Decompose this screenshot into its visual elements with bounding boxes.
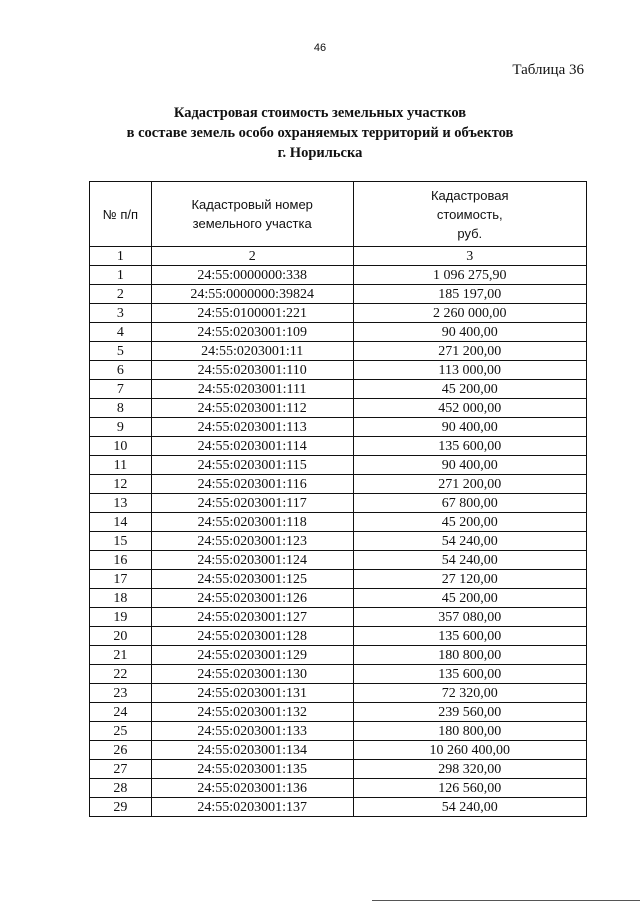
table-row — [90, 361, 587, 380]
table-label: Таблица 36 — [512, 62, 584, 78]
cadastral-value: 10 260 400,00 — [353, 741, 586, 760]
table-row — [90, 418, 587, 437]
cadastral-number: 24:55:0203001:128 — [151, 627, 353, 646]
row-number: 25 — [90, 722, 152, 741]
cadastral-number: 24:55:0203001:127 — [151, 608, 353, 627]
cadastral-value: 113 000,00 — [353, 361, 586, 380]
cadastral-value: 54 240,00 — [353, 798, 586, 817]
cadastral-number: 24:55:0203001:126 — [151, 589, 353, 608]
table-row — [90, 513, 587, 532]
table-row — [90, 285, 587, 304]
cadastral-value: 452 000,00 — [353, 399, 586, 418]
cadastral-number: 24:55:0203001:137 — [151, 798, 353, 817]
table-row — [90, 798, 587, 817]
bottom-edge-line — [372, 900, 640, 901]
header-row — [90, 182, 587, 247]
cadastral-value: 90 400,00 — [353, 323, 586, 342]
table-row — [90, 722, 587, 741]
table-row — [90, 608, 587, 627]
cadastral-value: 271 200,00 — [353, 342, 586, 361]
table-row — [90, 380, 587, 399]
cadastral-number: 24:55:0203001:117 — [151, 494, 353, 513]
cadastral-value: 67 800,00 — [353, 494, 586, 513]
header-cadastral-value — [353, 182, 586, 247]
cadastral-value: 45 200,00 — [353, 380, 586, 399]
row-number: 7 — [90, 380, 152, 399]
header-number-label: № п/п — [102, 206, 139, 222]
cadastral-number: 24:55:0203001:109 — [151, 323, 353, 342]
cadastral-value: 271 200,00 — [353, 475, 586, 494]
table-row — [90, 684, 587, 703]
column-number-1: 1 — [90, 247, 152, 266]
cadastral-number: 24:55:0203001:135 — [151, 760, 353, 779]
cadastral-value: 72 320,00 — [353, 684, 586, 703]
header-value-line3: руб. — [457, 225, 483, 241]
cadastral-number: 24:55:0203001:133 — [151, 722, 353, 741]
table-row — [90, 342, 587, 361]
cadastral-number: 24:55:0203001:124 — [151, 551, 353, 570]
row-number: 4 — [90, 323, 152, 342]
row-number: 12 — [90, 475, 152, 494]
cadastral-number: 24:55:0203001:131 — [151, 684, 353, 703]
cadastral-number: 24:55:0203001:134 — [151, 741, 353, 760]
cadastral-value: 90 400,00 — [353, 456, 586, 475]
table-row — [90, 475, 587, 494]
row-number: 8 — [90, 399, 152, 418]
row-number: 29 — [90, 798, 152, 817]
table-row — [90, 646, 587, 665]
row-number: 27 — [90, 760, 152, 779]
cadastral-value: 135 600,00 — [353, 437, 586, 456]
cadastral-number: 24:55:0203001:130 — [151, 665, 353, 684]
cadastral-number: 24:55:0203001:110 — [151, 361, 353, 380]
table-row — [90, 266, 587, 285]
row-number: 14 — [90, 513, 152, 532]
cadastral-number: 24:55:0203001:123 — [151, 532, 353, 551]
cadastral-number: 24:55:0203001:114 — [151, 437, 353, 456]
row-number: 23 — [90, 684, 152, 703]
header-cadastral-line2: земельного участка — [192, 216, 312, 231]
cadastral-value: 185 197,00 — [353, 285, 586, 304]
cadastral-number: 24:55:0203001:116 — [151, 475, 353, 494]
row-number: 19 — [90, 608, 152, 627]
row-number: 26 — [90, 741, 152, 760]
table-row — [90, 627, 587, 646]
document-title — [0, 103, 640, 163]
cadastral-number: 24:55:0203001:111 — [151, 380, 353, 399]
header-value-line2: стоимость, — [436, 206, 503, 222]
cadastral-number: 24:55:0203001:113 — [151, 418, 353, 437]
column-number-2: 2 — [151, 247, 353, 266]
table-row — [90, 323, 587, 342]
cadastral-number: 24:55:0203001:115 — [151, 456, 353, 475]
table-row — [90, 456, 587, 475]
cadastral-number: 24:55:0000000:39824 — [151, 285, 353, 304]
cadastral-value: 90 400,00 — [353, 418, 586, 437]
title-line-1: Кадастровая стоимость земельных участков — [173, 105, 467, 121]
table-row — [90, 304, 587, 323]
row-number: 6 — [90, 361, 152, 380]
header-value-line1: Кадастровая — [430, 187, 509, 203]
cadastral-value: 298 320,00 — [353, 760, 586, 779]
cadastral-number: 24:55:0203001:129 — [151, 646, 353, 665]
cadastral-number: 24:55:0203001:118 — [151, 513, 353, 532]
row-number: 1 — [90, 266, 152, 285]
cadastral-value: 180 800,00 — [353, 646, 586, 665]
cadastral-number: 24:55:0203001:136 — [151, 779, 353, 798]
table-row — [90, 589, 587, 608]
cadastral-value: 45 200,00 — [353, 513, 586, 532]
row-number: 15 — [90, 532, 152, 551]
cadastral-value: 1 096 275,90 — [353, 266, 586, 285]
cadastral-value: 135 600,00 — [353, 665, 586, 684]
cadastral-value: 180 800,00 — [353, 722, 586, 741]
cadastral-value: 239 560,00 — [353, 703, 586, 722]
cadastral-number: 24:55:0203001:11 — [151, 342, 353, 361]
row-number: 21 — [90, 646, 152, 665]
row-number: 18 — [90, 589, 152, 608]
cadastral-value: 357 080,00 — [353, 608, 586, 627]
row-number: 17 — [90, 570, 152, 589]
cadastral-number: 24:55:0203001:132 — [151, 703, 353, 722]
row-number: 28 — [90, 779, 152, 798]
title-line-2: в составе земель особо охраняемых территорий и объектов — [126, 125, 514, 141]
cadastral-number: 24:55:0000000:338 — [151, 266, 353, 285]
row-number: 3 — [90, 304, 152, 323]
table-row — [90, 779, 587, 798]
table-row — [90, 494, 587, 513]
table-row — [90, 741, 587, 760]
page-number: 46 — [313, 42, 327, 54]
column-number-3: 3 — [353, 247, 586, 266]
table-row — [90, 665, 587, 684]
cadastral-number: 24:55:0203001:125 — [151, 570, 353, 589]
cadastral-number: 24:55:0203001:112 — [151, 399, 353, 418]
header-cadastral-line1: Кадастровый номер — [191, 197, 313, 212]
header-cadastral-number — [151, 182, 353, 247]
cadastral-value: 54 240,00 — [353, 532, 586, 551]
cadastral-value: 27 120,00 — [353, 570, 586, 589]
row-number: 24 — [90, 703, 152, 722]
table-row — [90, 437, 587, 456]
header-number — [90, 182, 152, 247]
table-row — [90, 760, 587, 779]
title-line-3: г. Норильска — [277, 145, 363, 161]
cadastral-value: 126 560,00 — [353, 779, 586, 798]
row-number: 10 — [90, 437, 152, 456]
table-row — [90, 399, 587, 418]
table-row — [90, 703, 587, 722]
table-row — [90, 551, 587, 570]
table-body — [90, 266, 587, 817]
cadastral-value: 2 260 000,00 — [353, 304, 586, 323]
row-number: 22 — [90, 665, 152, 684]
table-row — [90, 532, 587, 551]
row-number: 20 — [90, 627, 152, 646]
cadastral-value: 45 200,00 — [353, 589, 586, 608]
row-number: 13 — [90, 494, 152, 513]
cadastral-number: 24:55:0100001:221 — [151, 304, 353, 323]
table-row — [90, 570, 587, 589]
cadastral-value: 54 240,00 — [353, 551, 586, 570]
cadastral-value: 135 600,00 — [353, 627, 586, 646]
row-number: 9 — [90, 418, 152, 437]
row-number: 2 — [90, 285, 152, 304]
row-number: 11 — [90, 456, 152, 475]
row-number: 16 — [90, 551, 152, 570]
row-number: 5 — [90, 342, 152, 361]
cadastral-value-table — [89, 181, 587, 817]
column-number-row — [90, 247, 587, 266]
